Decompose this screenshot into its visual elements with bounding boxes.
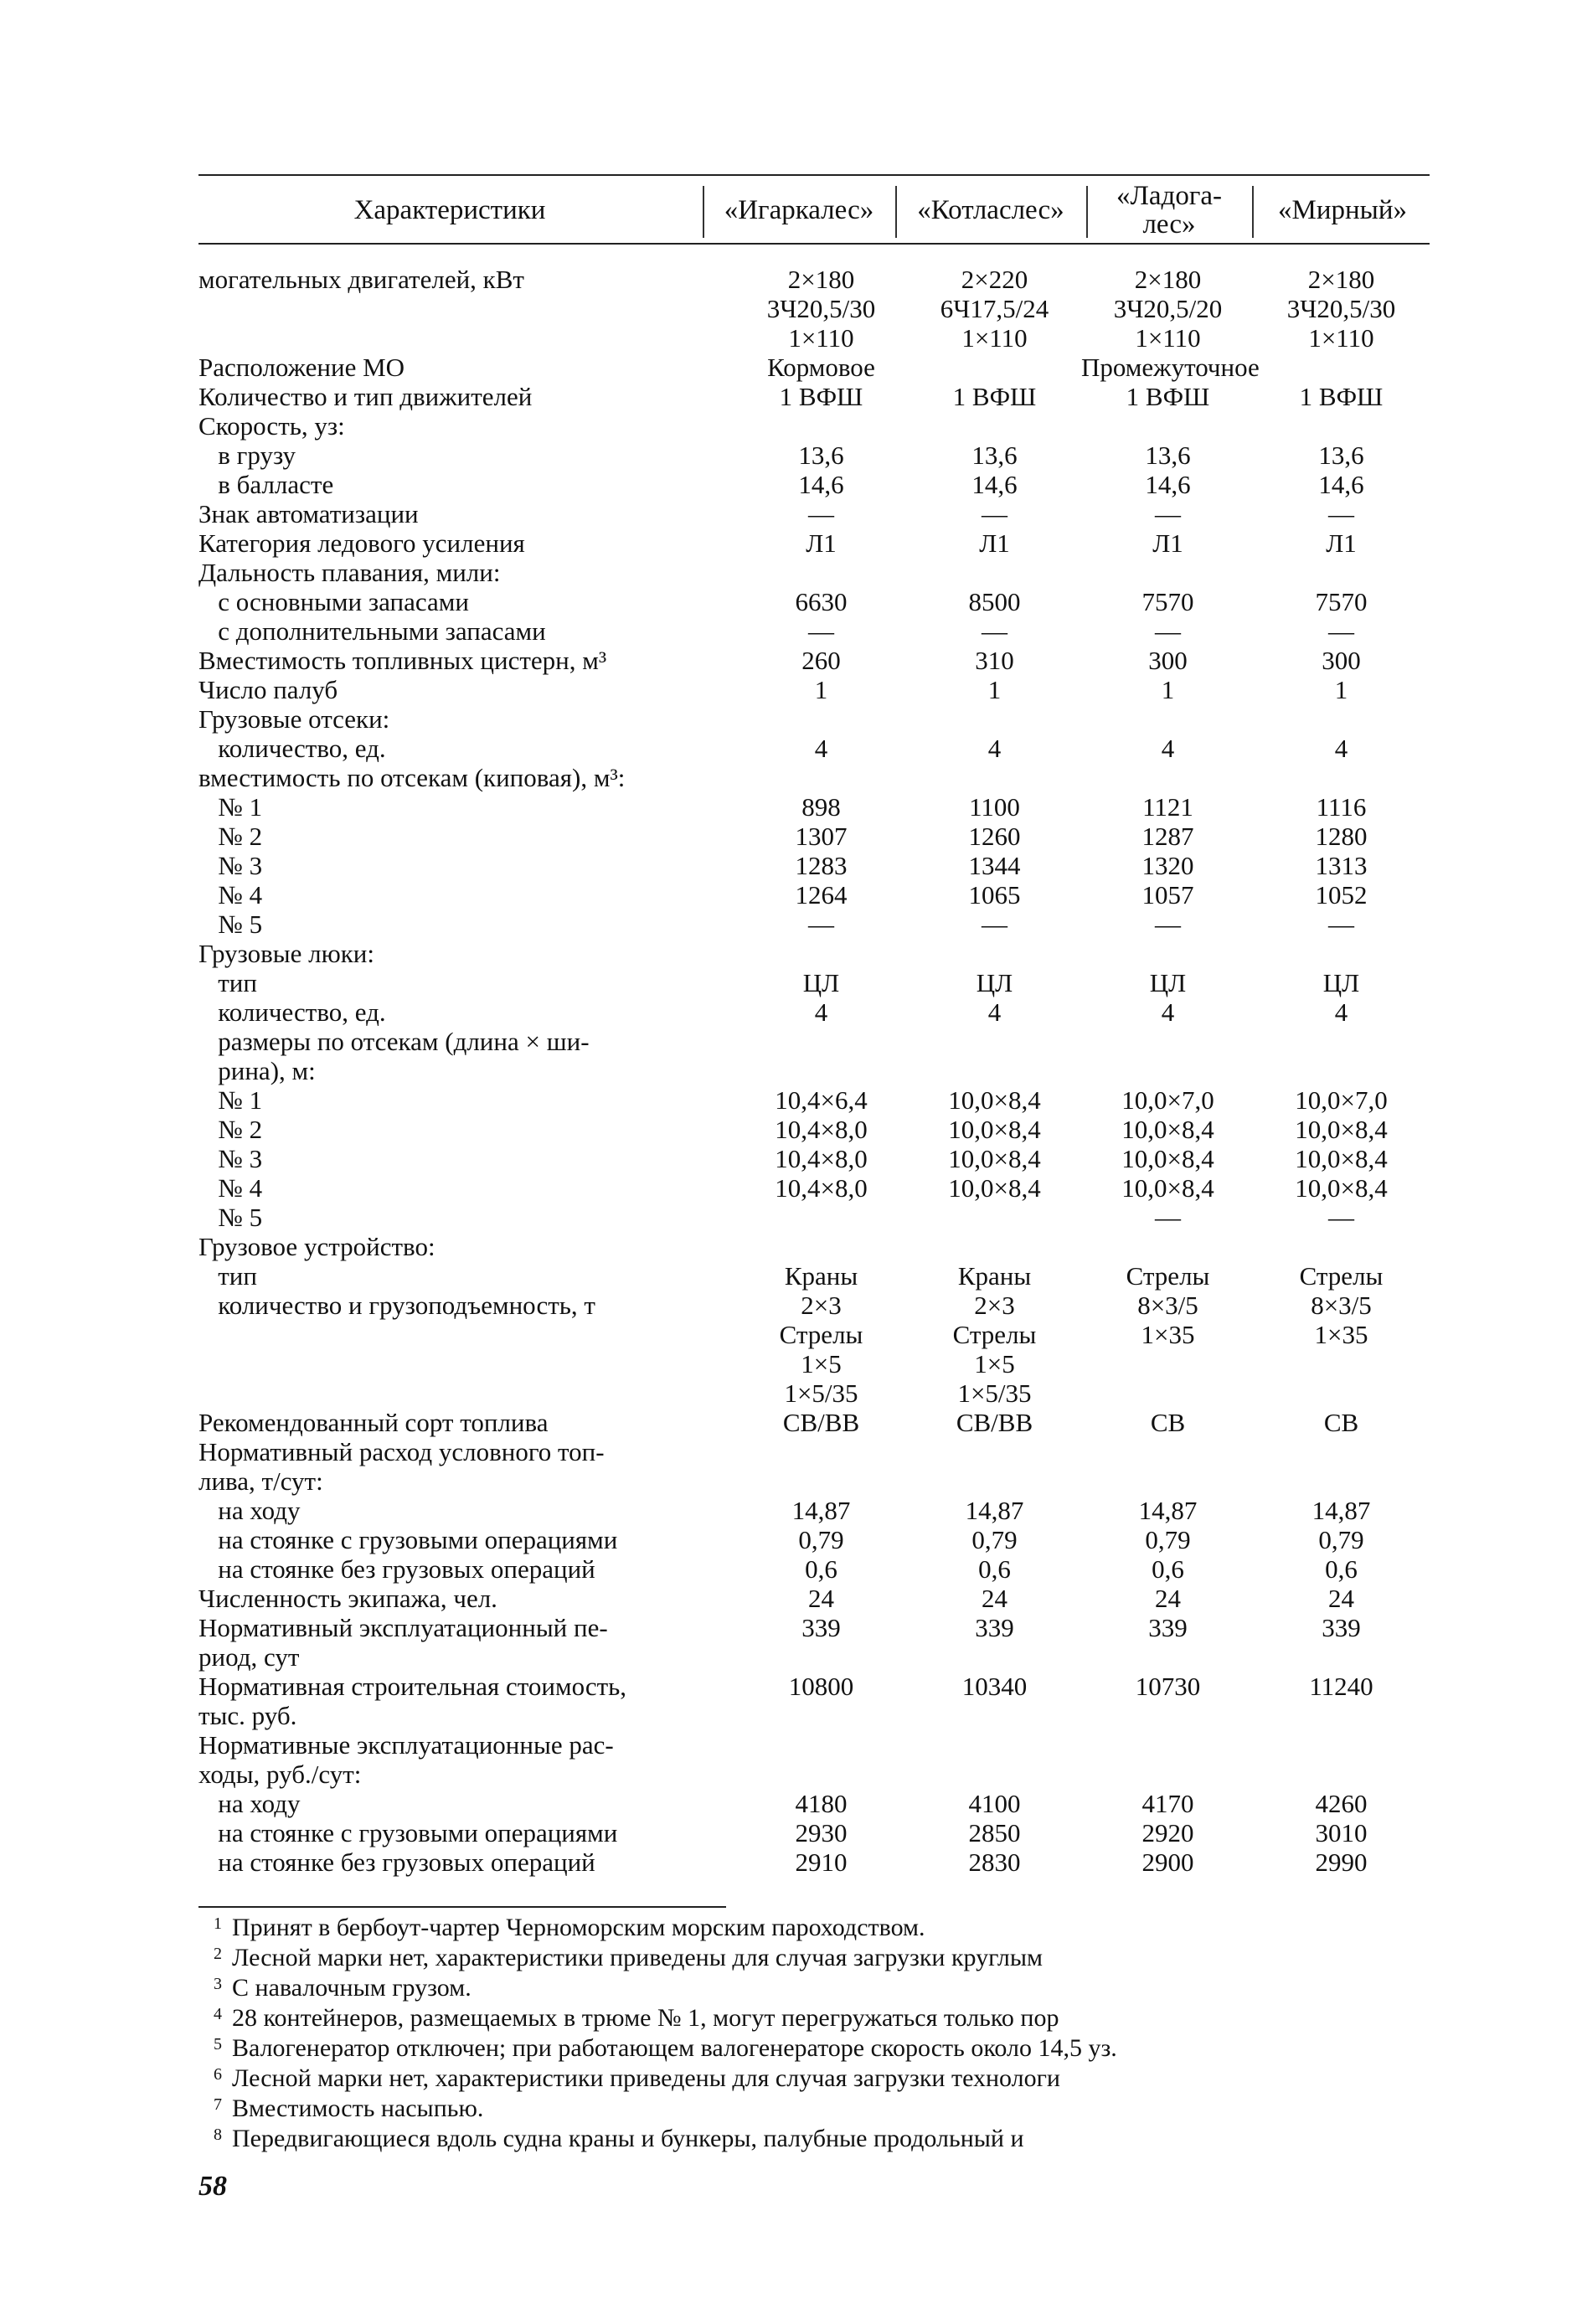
row-label: № 4	[198, 880, 263, 910]
row-value: 1307	[795, 822, 848, 851]
row-value: 4	[1161, 734, 1175, 763]
row-value: 14,6	[1318, 470, 1364, 499]
header-ship-kotlasles: «Котласлес»	[917, 195, 1064, 225]
row-value: 1 ВФШ	[952, 382, 1037, 411]
row-value: —	[1328, 616, 1354, 646]
table-row	[198, 558, 1430, 587]
table-row	[198, 1027, 1430, 1085]
table-row	[198, 616, 1430, 646]
footnote-number: 1	[214, 1914, 222, 1933]
row-value: 10,0×8,4	[1121, 1173, 1214, 1203]
row-label: Вместимость топливных цистерн, м³	[198, 646, 607, 675]
row-label: № 2	[198, 1115, 263, 1144]
table-row	[198, 1115, 1430, 1144]
table-row	[198, 704, 1430, 734]
row-value: 4100	[968, 1789, 1021, 1818]
row-value: 8500	[968, 587, 1021, 616]
row-value: 300	[1148, 646, 1188, 675]
row-value: 14,6	[798, 470, 844, 499]
header-ship-ladogales: «Ладога- лес»	[1116, 181, 1222, 240]
row-label: на стоянке без грузовых операций	[198, 1847, 595, 1877]
table-row	[198, 528, 1430, 558]
row-label: Расположение МО	[198, 353, 405, 382]
row-value: 2900	[1141, 1847, 1194, 1877]
table-row	[198, 1203, 1430, 1232]
row-value: 260	[801, 646, 841, 675]
table-row	[198, 1437, 1430, 1496]
row-value: 1	[987, 675, 1002, 704]
footnote-text: Лесной марки нет, характеристики приведены для случая загрузки технологи	[232, 2064, 1060, 2092]
row-value: —	[808, 910, 834, 939]
table-row	[198, 1847, 1430, 1877]
footnote	[198, 2064, 1430, 2094]
row-value: 4	[987, 734, 1002, 763]
header-divider	[1252, 186, 1254, 238]
row-value: 14,87	[965, 1496, 1024, 1525]
row-label: Нормативная строительная стоимость, тыс. руб.	[198, 1672, 627, 1730]
row-value: 10,4×8,0	[775, 1173, 868, 1203]
row-value: —	[1155, 1203, 1181, 1232]
row-value: 1264	[795, 880, 848, 910]
row-value: СВ/ВВ	[956, 1408, 1033, 1437]
row-value: 0,6	[978, 1554, 1011, 1584]
row-value: 0,79	[1318, 1525, 1364, 1554]
table-header	[198, 179, 1430, 241]
row-value: ЦЛ	[976, 968, 1013, 997]
footnote-text: 28 контейнеров, размещаемых в трюме № 1, могут перегружаться только пор	[232, 2004, 1059, 2032]
footnote-text: Принят в бербоут-чартер Черноморским морским пароходством.	[232, 1914, 925, 1941]
table-row	[198, 822, 1430, 851]
row-value: —	[1155, 910, 1181, 939]
row-value: 1287	[1141, 822, 1194, 851]
row-value: 4	[814, 734, 828, 763]
row-value: 2920	[1141, 1818, 1194, 1847]
row-label: в грузу	[198, 441, 296, 470]
row-label: Знак автоматизации	[198, 499, 419, 528]
row-value: 10340	[961, 1672, 1028, 1701]
table-row	[198, 382, 1430, 411]
table-row	[198, 851, 1430, 880]
table-row	[198, 763, 1430, 792]
row-value: 2830	[968, 1847, 1021, 1877]
row-value: 2×180 3Ч20,5/30 1×110	[1286, 265, 1396, 353]
row-value: Краны 2×3 Стрелы 1×5 1×5/35	[779, 1261, 863, 1408]
table-row	[198, 1525, 1430, 1554]
row-value: 2990	[1315, 1847, 1368, 1877]
row-value: 1	[1334, 675, 1348, 704]
footnote-number: 5	[214, 2035, 222, 2053]
row-value: —	[982, 910, 1007, 939]
row-value: 4	[987, 997, 1002, 1027]
row-value: 3010	[1315, 1818, 1368, 1847]
row-value: 2910	[795, 1847, 848, 1877]
row-value: 10,0×8,4	[948, 1085, 1041, 1115]
header-divider	[1086, 186, 1088, 238]
table-row	[198, 1232, 1430, 1261]
row-value: 10,0×8,4	[948, 1173, 1041, 1203]
row-label: Категория ледового усиления	[198, 528, 525, 558]
row-value: 1313	[1315, 851, 1368, 880]
row-value: Кормовое	[767, 353, 875, 382]
footnote	[198, 1973, 1430, 2003]
table-row	[198, 939, 1430, 968]
row-value: —	[1328, 910, 1354, 939]
footnote-number: 7	[214, 2095, 222, 2114]
row-value: Л1	[979, 528, 1010, 558]
row-value: 1	[814, 675, 828, 704]
row-label: № 4	[198, 1173, 263, 1203]
row-value: 1100	[969, 792, 1020, 822]
row-value: Стрелы 8×3/5 1×35	[1126, 1261, 1210, 1349]
row-value: 1 ВФШ	[779, 382, 863, 411]
row-value: 7570	[1141, 587, 1194, 616]
row-value: 339	[801, 1613, 841, 1642]
row-label: № 5	[198, 1203, 263, 1232]
table-row	[198, 968, 1430, 997]
row-label: № 3	[198, 851, 263, 880]
table-row	[198, 1496, 1430, 1525]
row-label: могательных двигателей, кВт	[198, 265, 524, 294]
row-label: с дополнительными запасами	[198, 616, 546, 646]
row-value: Л1	[806, 528, 837, 558]
row-value: 10,0×8,4	[948, 1144, 1041, 1173]
footnote	[198, 2094, 1430, 2124]
footnote-number: 8	[214, 2126, 222, 2144]
row-value: 13,6	[1145, 441, 1191, 470]
table-row	[198, 1554, 1430, 1584]
table-row	[198, 1261, 1430, 1408]
row-value: 1 ВФШ	[1299, 382, 1384, 411]
row-value: 1065	[968, 880, 1021, 910]
row-value: ЦЛ	[1149, 968, 1187, 997]
row-label: с основными запасами	[198, 587, 469, 616]
table-row	[198, 646, 1430, 675]
row-value: 4	[1334, 734, 1348, 763]
table-row	[198, 1672, 1430, 1730]
row-value: 4	[1334, 997, 1348, 1027]
row-value: 10,4×6,4	[775, 1085, 868, 1115]
row-value: 10,0×8,4	[1295, 1144, 1388, 1173]
row-value: 1052	[1315, 880, 1368, 910]
footnote-text: Валогенератор отключен; при работающем валогенераторе скорость около 14,5 уз.	[232, 2034, 1117, 2062]
row-value: 14,6	[971, 470, 1018, 499]
row-label: № 1	[198, 1085, 263, 1115]
row-label: Численность экипажа, чел.	[198, 1584, 497, 1613]
row-value: 0,79	[798, 1525, 844, 1554]
row-value: 1121	[1142, 792, 1193, 822]
footnotes	[198, 1913, 1430, 2154]
row-value: Л1	[1152, 528, 1183, 558]
table-row	[198, 470, 1430, 499]
row-value: 10730	[1135, 1672, 1201, 1701]
row-value: 0,6	[805, 1554, 837, 1584]
row-value: 1320	[1141, 851, 1194, 880]
row-value: СВ	[1323, 1408, 1359, 1437]
row-value: 1344	[968, 851, 1021, 880]
row-value: 2850	[968, 1818, 1021, 1847]
row-value: 0,79	[971, 1525, 1018, 1554]
row-value: 339	[975, 1613, 1014, 1642]
row-value: 898	[801, 792, 841, 822]
row-value: 6630	[795, 587, 848, 616]
row-label: тип количество и грузоподъемность, т	[218, 1261, 595, 1320]
row-value: 0,6	[1325, 1554, 1358, 1584]
row-value: 24	[808, 1584, 834, 1613]
row-value: —	[982, 616, 1007, 646]
row-value: 2×180 3Ч20,5/30 1×110	[766, 265, 876, 353]
row-label: Число палуб	[198, 675, 338, 704]
row-value: —	[808, 616, 834, 646]
row-value: 310	[975, 646, 1014, 675]
header-characteristics: Характеристики	[353, 195, 546, 225]
row-label: № 3	[198, 1144, 263, 1173]
row-value: 10,0×7,0	[1121, 1085, 1214, 1115]
row-label: Грузовые люки:	[198, 939, 374, 968]
row-value: —	[1328, 499, 1354, 528]
footnote-number: 4	[214, 2005, 222, 2023]
table-row	[198, 1613, 1430, 1672]
row-label: Нормативные эксплуатационные рас- ходы, руб./сут:	[198, 1730, 614, 1789]
row-value: —	[1328, 1203, 1354, 1232]
row-label: Нормативный эксплуатационный пе- риод, сут	[198, 1613, 608, 1672]
table-row	[198, 880, 1430, 910]
header-divider	[895, 186, 897, 238]
row-value: —	[808, 499, 834, 528]
footnote	[198, 1943, 1430, 1973]
header-ship-mirny: «Мирный»	[1278, 195, 1407, 225]
row-value: 24	[1328, 1584, 1354, 1613]
table-row	[198, 792, 1430, 822]
row-value: 4	[1161, 997, 1175, 1027]
header-ship-igarkales: «Игаркалес»	[724, 195, 874, 225]
row-value: 7570	[1315, 587, 1368, 616]
table-row	[198, 1408, 1430, 1437]
row-label: на стоянке без грузовых операций	[198, 1554, 595, 1584]
row-value: Краны 2×3 Стрелы 1×5 1×5/35	[952, 1261, 1037, 1408]
row-value: 10,0×8,4	[1121, 1144, 1214, 1173]
row-value: 11240	[1309, 1672, 1373, 1701]
row-label: на стоянке с грузовыми операциями	[198, 1525, 618, 1554]
row-value: ЦЛ	[1322, 968, 1360, 997]
header-divider	[703, 186, 704, 238]
row-value: 4	[814, 997, 828, 1027]
row-value: 14,87	[791, 1496, 851, 1525]
row-value: 10,0×8,4	[1295, 1115, 1388, 1144]
row-value: 24	[1155, 1584, 1181, 1613]
row-label: Количество и тип движителей	[198, 382, 533, 411]
row-value: Промежуточное	[1081, 353, 1260, 382]
row-value: 1283	[795, 851, 848, 880]
page-number: 58	[198, 2171, 227, 2202]
row-label: размеры по отсекам (длина × ши- рина), м:	[218, 1027, 590, 1085]
row-value: 4170	[1141, 1789, 1194, 1818]
footnote-number: 3	[214, 1975, 222, 1993]
row-value: СВ/ВВ	[782, 1408, 860, 1437]
row-label: на ходу	[198, 1789, 301, 1818]
row-value: —	[982, 499, 1007, 528]
row-value: Стрелы 8×3/5 1×35	[1299, 1261, 1384, 1349]
table-header-rule	[198, 243, 1430, 245]
row-value: 4260	[1315, 1789, 1368, 1818]
footnote-text: Лесной марки нет, характеристики приведены для случая загрузки круглым	[232, 1944, 1044, 1971]
table-row	[198, 1730, 1430, 1789]
table-row	[198, 1789, 1430, 1818]
row-value: 10,0×7,0	[1295, 1085, 1388, 1115]
row-label: количество, ед.	[198, 997, 386, 1027]
row-value: 4180	[795, 1789, 848, 1818]
row-value: —	[1155, 499, 1181, 528]
footnote	[198, 2003, 1430, 2033]
row-label: Нормативный расход условного топ- лива, т/сут:	[198, 1437, 605, 1496]
row-label: вместимость по отсекам (киповая), м³:	[198, 763, 626, 792]
row-value: 10,0×8,4	[1121, 1115, 1214, 1144]
row-label: Дальность плавания, мили:	[198, 558, 501, 587]
row-value: 10,0×8,4	[948, 1115, 1041, 1144]
footnote-number: 6	[214, 2065, 222, 2084]
footnote	[198, 2033, 1430, 2064]
row-value: —	[1155, 616, 1181, 646]
row-label: количество, ед.	[198, 734, 386, 763]
table-row	[198, 734, 1430, 763]
row-value: 14,6	[1145, 470, 1191, 499]
row-label: тип	[198, 968, 257, 997]
row-label: Грузовые отсеки:	[198, 704, 390, 734]
row-value: 0,79	[1145, 1525, 1191, 1554]
footnote-rule	[198, 1906, 726, 1908]
row-label: Рекомендованный сорт топлива	[198, 1408, 549, 1437]
table-row	[198, 265, 1430, 353]
row-value: Л1	[1326, 528, 1357, 558]
row-label: № 2	[198, 822, 263, 851]
row-value: 1260	[968, 822, 1021, 851]
row-value: 1	[1161, 675, 1175, 704]
row-label: на стоянке с грузовыми операциями	[198, 1818, 618, 1847]
table-row	[198, 675, 1430, 704]
footnote-text: Передвигающиеся вдоль судна краны и бункеры, палубные продольный и	[232, 2125, 1024, 2152]
row-value: 1057	[1141, 880, 1194, 910]
footnote-text: С навалочным грузом.	[232, 1974, 472, 2002]
table-row	[198, 997, 1430, 1027]
row-value: СВ	[1150, 1408, 1186, 1437]
table-body	[198, 265, 1430, 1877]
row-value: 14,87	[1311, 1496, 1371, 1525]
row-value: 300	[1322, 646, 1361, 675]
table-row	[198, 587, 1430, 616]
row-value: 24	[982, 1584, 1007, 1613]
row-value: 1116	[1316, 792, 1367, 822]
row-label: в балласте	[198, 470, 334, 499]
row-value: 10,0×8,4	[1295, 1173, 1388, 1203]
row-value: 10,4×8,0	[775, 1115, 868, 1144]
row-value: 10,4×8,0	[775, 1144, 868, 1173]
footnote-text: Вместимость насыпью.	[232, 2095, 484, 2122]
footnote	[198, 2124, 1430, 2154]
row-value: 14,87	[1138, 1496, 1198, 1525]
table-top-rule	[198, 174, 1430, 176]
row-value: 13,6	[971, 441, 1018, 470]
table-row	[198, 1584, 1430, 1613]
row-value: 13,6	[798, 441, 844, 470]
row-value: 10800	[788, 1672, 854, 1701]
table-row	[198, 1818, 1430, 1847]
footnote	[198, 1913, 1430, 1943]
table-row	[198, 411, 1430, 441]
row-label: № 1	[198, 792, 263, 822]
row-value: 339	[1148, 1613, 1188, 1642]
footnote-number: 2	[214, 1945, 222, 1963]
row-value: 339	[1322, 1613, 1361, 1642]
table-row	[198, 441, 1430, 470]
row-value: 2×180 3Ч20,5/20 1×110	[1113, 265, 1223, 353]
table-row	[198, 499, 1430, 528]
table-row	[198, 353, 1430, 382]
table-row	[198, 1085, 1430, 1115]
row-label: Грузовое устройство:	[198, 1232, 435, 1261]
table-row	[198, 1144, 1430, 1173]
row-value: 1280	[1315, 822, 1368, 851]
row-label: Скорость, уз:	[198, 411, 345, 441]
row-value: 13,6	[1318, 441, 1364, 470]
row-value: 1 ВФШ	[1126, 382, 1210, 411]
row-value: 2930	[795, 1818, 848, 1847]
row-label: на ходу	[198, 1496, 301, 1525]
row-label: № 5	[198, 910, 263, 939]
table-row	[198, 1173, 1430, 1203]
row-value: 0,6	[1152, 1554, 1184, 1584]
row-value: 2×220 6Ч17,5/24 1×110	[940, 265, 1049, 353]
row-value: ЦЛ	[802, 968, 840, 997]
table-row	[198, 910, 1430, 939]
